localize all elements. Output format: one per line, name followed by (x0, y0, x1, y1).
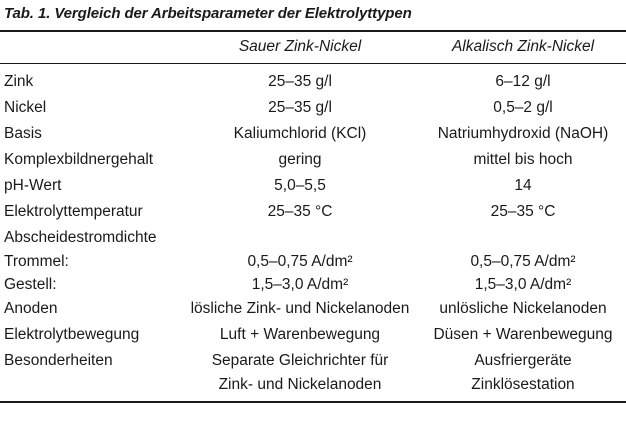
header-rule (0, 63, 626, 64)
table-row (0, 297, 626, 323)
row-label: Elektrolyttemperatur (4, 203, 143, 220)
cell-sauer: Separate Gleichrichter für Zink- und Nickelanoden (211, 352, 389, 393)
table-row (0, 96, 626, 122)
row-label: Abscheidestromdichte (4, 229, 157, 246)
cell-sauer: 5,0–5,5 (274, 177, 326, 194)
cell-alkalisch: 14 (514, 177, 532, 194)
cell-sauer: lösliche Zink- und Nickelanoden (190, 300, 410, 317)
table-row (0, 70, 626, 96)
cell-sauer: 25–35 °C (267, 203, 333, 220)
top-rule (0, 30, 626, 32)
column-header-alkalisch: Alkalisch Zink-Nickel (451, 38, 595, 55)
table-row (0, 226, 626, 252)
table-row (0, 273, 626, 299)
row-label: Zink (4, 73, 34, 90)
cell-sauer: Kaliumchlorid (KCl) (233, 125, 367, 142)
table-row (0, 174, 626, 200)
row-label: Basis (4, 125, 42, 142)
cell-alkalisch: mittel bis hoch (473, 151, 573, 168)
cell-alkalisch: 1,5–3,0 A/dm² (474, 276, 572, 293)
table-row (0, 122, 626, 148)
cell-alkalisch: 0,5–0,75 A/dm² (470, 253, 576, 270)
cell-alkalisch: Düsen + Warenbewegung (433, 326, 613, 343)
row-label: Elektrolytbewegung (4, 326, 140, 343)
cell-sauer: Luft + Warenbewegung (219, 326, 381, 343)
cell-sauer: 25–35 g/l (268, 99, 332, 116)
table-row (0, 323, 626, 349)
cell-sauer: 1,5–3,0 A/dm² (251, 276, 349, 293)
cell-alkalisch: Ausfriergeräte Zinklösestation (471, 352, 575, 393)
row-label: Komplexbildnergehalt (4, 151, 154, 168)
cell-alkalisch: Natriumhydroxid (NaOH) (437, 125, 609, 142)
row-label: Gestell: (4, 276, 57, 293)
cell-alkalisch: 25–35 °C (490, 203, 556, 220)
row-label: Nickel (4, 99, 47, 116)
row-label: pH-Wert (4, 177, 62, 194)
cell-alkalisch: 0,5–2 g/l (493, 99, 553, 116)
cell-sauer: 25–35 g/l (268, 73, 332, 90)
table-caption: Tab. 1. Vergleich der Arbeitsparameter der Elektrolyttypen (4, 5, 412, 22)
cell-alkalisch: unlösliche Nickelanoden (439, 300, 607, 317)
row-label: Anoden (4, 300, 58, 317)
bottom-rule (0, 401, 626, 403)
row-label: Besonderheiten (4, 352, 113, 369)
table-row (0, 349, 626, 399)
column-header-sauer: Sauer Zink-Nickel (238, 38, 362, 55)
table-row (0, 200, 626, 226)
table-row (0, 148, 626, 174)
cell-sauer: gering (278, 151, 322, 168)
cell-sauer: 0,5–0,75 A/dm² (247, 253, 353, 270)
row-label: Trommel: (4, 253, 69, 270)
cell-alkalisch: 6–12 g/l (495, 73, 551, 90)
